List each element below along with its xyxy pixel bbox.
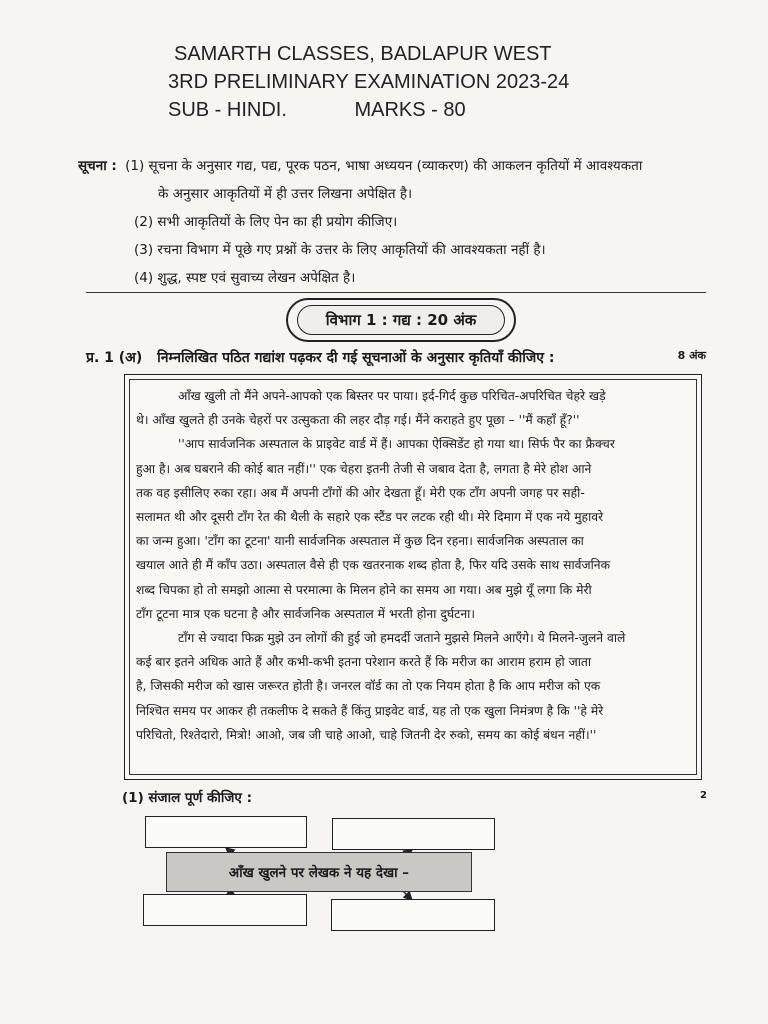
institute-name: SAMARTH CLASSES, BADLAPUR WEST bbox=[174, 43, 552, 65]
instruction-4: (4) शुद्ध, स्पष्ट एवं सुवाच्य लेखन अपेक्षित है। bbox=[134, 270, 356, 286]
instruction-1-cont: के अनुसार आकृतियों में ही उत्तर लिखना अपेक्षित है। bbox=[158, 186, 413, 202]
activity-title: (1) संजाल पूर्ण कीजिए : bbox=[122, 790, 252, 806]
passage-line: आँख खुली तो मैंने अपने-आपको एक बिस्तर पर पाया। इर्द-गिर्द कुछ परिचित-अपरिचित चेहरे खड़े bbox=[178, 389, 606, 403]
passage-box bbox=[124, 374, 702, 780]
instruction-3: (3) रचना विभाग में पूछे गए प्रश्नों के उत्तर के लिए आकृतियों की आवश्यकता नहीं है। bbox=[134, 242, 546, 258]
question-number: प्र. 1 (अ) bbox=[86, 350, 143, 366]
section-heading bbox=[286, 298, 516, 342]
answer-box-1[interactable] bbox=[145, 816, 307, 848]
question-1 bbox=[86, 348, 706, 367]
question-text: निम्नलिखित पठित गद्यांश पढ़कर दी गई सूचनाओं के अनुसार कृतियाँ कीजिए : bbox=[157, 350, 555, 366]
subject-label: SUB - HINDI. bbox=[168, 99, 287, 121]
answer-box-3[interactable] bbox=[143, 894, 307, 926]
instructions-label: सूचना : bbox=[78, 158, 117, 174]
passage-line: निश्चित समय पर आकर ही तकलीफ दे सकते हैं किंतु प्राइवेट वार्ड, यह तो एक खुला निमंत्रण है कि ''हे मेरे bbox=[136, 703, 604, 718]
passage-line: शब्द चिपका हो तो समझो आत्मा से परमात्मा के मिलन होने का समय आ गया। अब मुझे यूँ लगा कि मेरी bbox=[136, 582, 592, 597]
passage-line: का जन्म हुआ। 'टाँग का टूटना' यानी सार्वजनिक अस्पताल में कुछ दिन रहना। सार्वजनिक अस्पताल का bbox=[136, 534, 584, 549]
question-marks: 8 अंक bbox=[677, 349, 706, 362]
passage-line: खयाल आते ही मैं काँप उठा। अस्पताल वैसे ही एक खतरनाक शब्द होता है, फिर यदि उसके साथ सार्वजनिक bbox=[136, 558, 611, 573]
instructions bbox=[78, 152, 708, 292]
passage-text bbox=[129, 379, 697, 775]
web-center: आँख खुलने पर लेखक ने यह देखा – bbox=[166, 852, 472, 892]
exam-title: 3RD PRELIMINARY EXAMINATION 2023-24 bbox=[168, 71, 570, 93]
answer-box-4[interactable] bbox=[331, 899, 495, 931]
section-title: विभाग 1 : गद्य : 20 अंक bbox=[297, 305, 505, 335]
exam-header bbox=[168, 40, 728, 124]
divider-line bbox=[86, 292, 706, 293]
passage-line: ''आप सार्वजनिक अस्पताल के प्राइवेट वार्ड में हैं। आपका ऐक्सिडेंट हो गया था। सिर्फ पैर का फ्रैक्चर bbox=[178, 437, 615, 452]
passage-line: थे। आँख खुलते ही उनके चेहरों पर उत्सुकता की लहर दौड़ गई। मैंने कराहते हुए पूछा – ''मैं कहाँ हूँ?'' bbox=[136, 413, 580, 428]
subject-row bbox=[168, 96, 728, 124]
passage-line: कई बार इतने अधिक आते हैं और कभी-कभी इतना परेशान करते हैं कि मरीज का आराम हराम हो जाता bbox=[136, 655, 592, 670]
instruction-1: सूचना : (1) सूचना के अनुसार गद्य, पद्य, पूरक पठन, भाषा अध्ययन (व्याकरण) की आकलन कृतियों में आवश्यकता bbox=[78, 158, 643, 174]
passage-line: परिचितो, रिश्तेदारो, मित्रो! आओ, जब जी चाहे आओ, चाहे जितनी देर रुको, समय का कोई बंधन नहीं।'' bbox=[136, 727, 597, 742]
passage-line: तक वह इसीलिए रुका रहा। अब मैं अपनी टाँगों की ओर देखता हूँ। मेरी एक टाँग अपनी जगह पर सही- bbox=[136, 485, 585, 500]
activity-marks: 2 bbox=[700, 790, 707, 801]
passage-line: है, जिसकी मरीज को खास जरूरत होती है। जनरल वॉर्ड का तो एक नियम होता है कि आप मरीज को एक bbox=[136, 679, 601, 694]
total-marks: MARKS - 80 bbox=[354, 99, 466, 121]
answer-box-2[interactable] bbox=[332, 818, 495, 850]
passage-line: टाँग टूटना मात्र एक घटना है और सार्वजनिक अस्पताल में भरती होना दुर्घटना। bbox=[136, 606, 476, 621]
passage-line: सलामत थी और दूसरी टाँग रेत की थैली के सहारे एक स्टैंड पर लटक रही थी। मेरे दिमाग में एक नये मुहावरे bbox=[136, 510, 604, 525]
passage-line: हुआ है। अब घबराने की कोई बात नहीं।'' एक चेहरा इतनी तेजी से जबाव देता है, लगता है मेरे होश आने bbox=[136, 461, 592, 476]
passage-line: टाँग से ज्यादा फिक्र मुझे उन लोगों की हुई जो हमदर्दी जताने मुझसे मिलने आएँगे। ये मिलने-जुलने वाले bbox=[178, 631, 626, 646]
instruction-2: (2) सभी आकृतियों के लिए पेन का ही प्रयोग कीजिए। bbox=[134, 214, 398, 230]
